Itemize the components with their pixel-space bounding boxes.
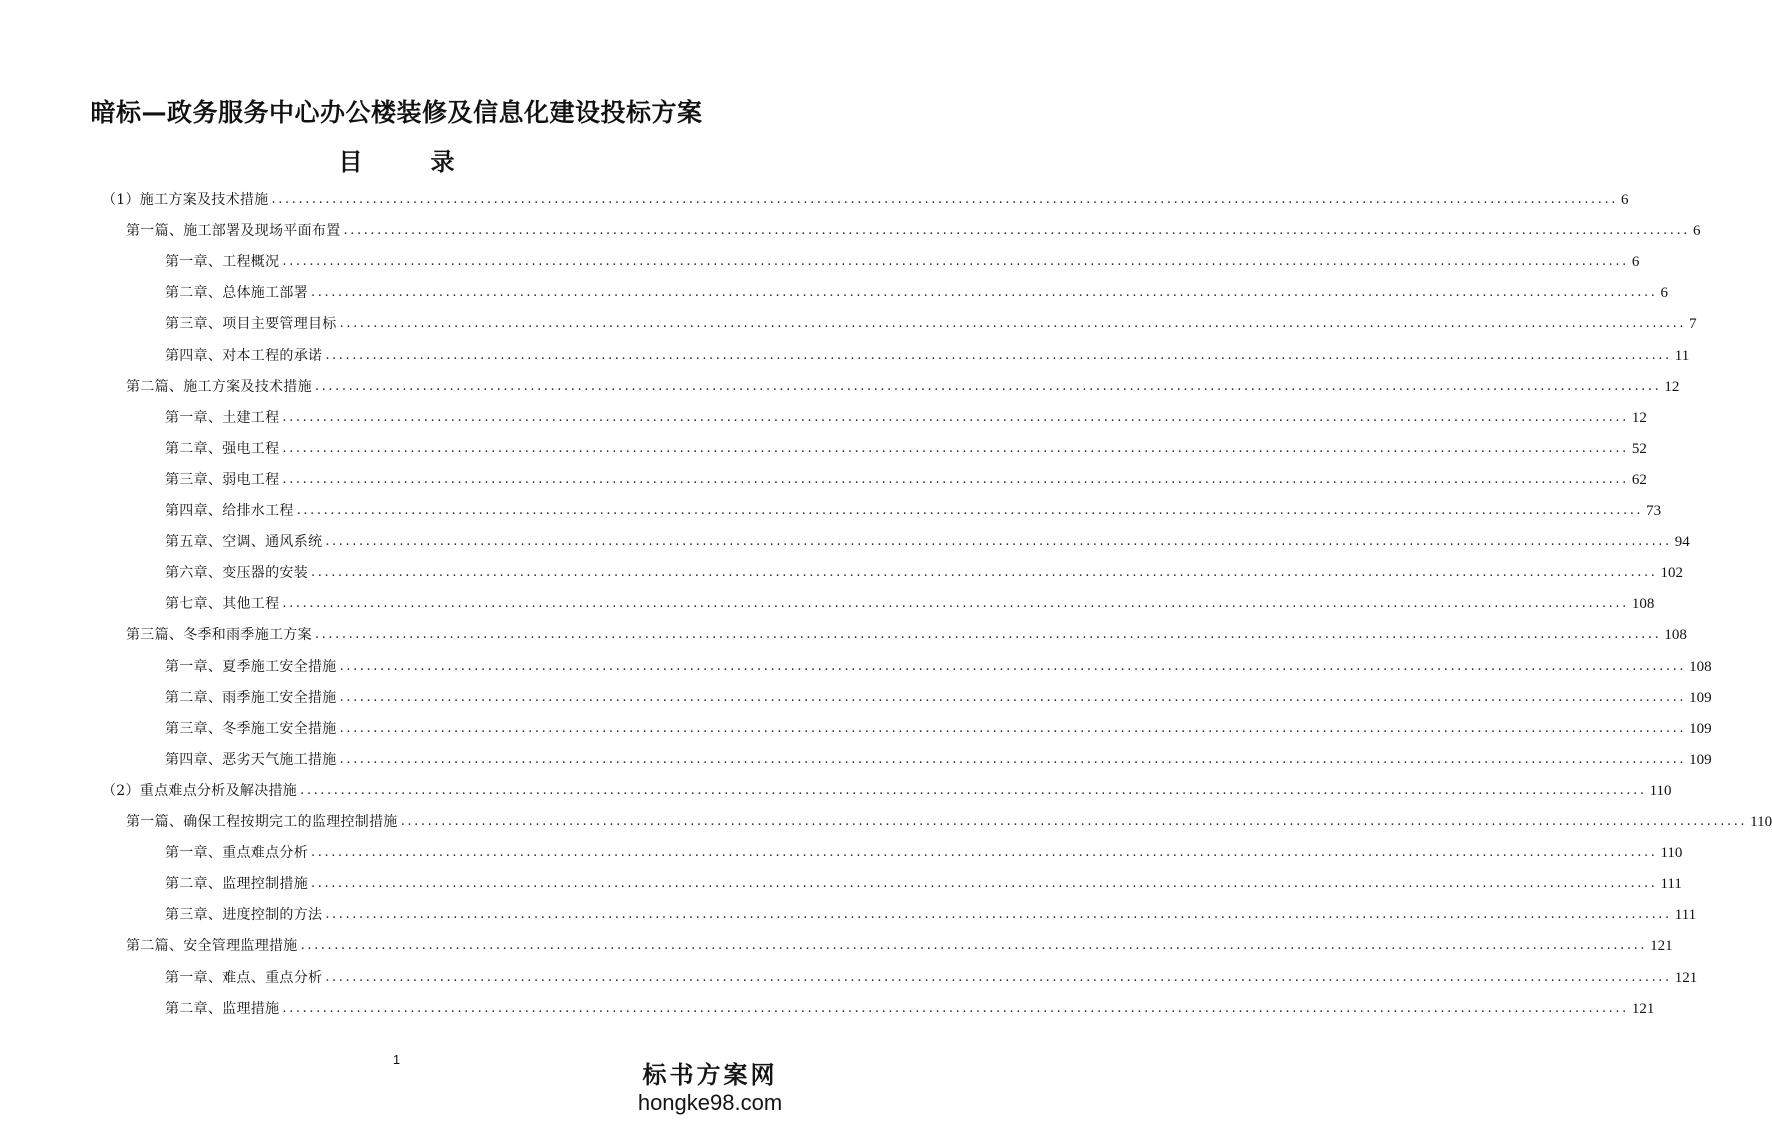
toc-dot-leader: ........................................................................................................................................................................................................ [339, 316, 1687, 331]
toc-dot-leader: ........................................................................................................................................................................................................ [325, 907, 1672, 922]
toc-entry[interactable] [165, 839, 1683, 863]
toc-entry-page: 111 [1674, 907, 1697, 923]
toc-dot-leader: ........................................................................................................................................................................................................ [339, 690, 1687, 705]
toc-entry[interactable] [165, 590, 1655, 614]
toc-dot-leader: ........................................................................................................................................................................................................ [282, 254, 1629, 269]
toc-entry[interactable] [165, 342, 1690, 366]
toc-entry-label: （2）重点难点分析及解决措施 [102, 783, 298, 799]
toc-dot-leader: ........................................................................................................................................................................................................ [300, 783, 1647, 798]
toc-entry[interactable] [102, 186, 1629, 210]
toc-entry[interactable] [165, 404, 1647, 428]
toc-entry-page: 109 [1689, 721, 1712, 737]
toc-dot-leader: ........................................................................................................................................................................................................ [282, 472, 1629, 487]
toc-entry-label: 第二篇、安全管理监理措施 [126, 938, 298, 954]
toc-dot-leader: ........................................................................................................................................................................................................ [325, 534, 1672, 549]
toc-entry[interactable] [165, 279, 1668, 303]
toc-entry-label: 第二章、监理控制措施 [165, 876, 308, 892]
toc-entry[interactable] [102, 777, 1672, 801]
toc-entry[interactable] [165, 497, 1662, 521]
toc-dot-leader: ........................................................................................................................................................................................................ [325, 970, 1672, 985]
toc-entry[interactable] [165, 248, 1640, 272]
toc-entry[interactable] [126, 932, 1673, 956]
toc-dot-leader: ........................................................................................................................................................................................................ [339, 659, 1687, 674]
toc-entry-label: 第五章、空调、通风系统 [165, 534, 323, 550]
toc-entry[interactable] [126, 373, 1680, 397]
toc-entry-page: 121 [1650, 938, 1673, 954]
toc-entry[interactable] [165, 466, 1647, 490]
toc-entry-page: 62 [1631, 472, 1647, 488]
toc-dot-leader: ........................................................................................................................................................................................................ [311, 845, 1658, 860]
toc-entry-label: 第二章、监理措施 [165, 1001, 280, 1017]
toc-entry[interactable] [126, 217, 1701, 241]
toc-heading: 目 录 [338, 148, 477, 176]
toc-entry[interactable] [165, 528, 1690, 552]
toc-entry-label: 第三章、进度控制的方法 [165, 907, 323, 923]
toc-entry-label: 第一章、夏季施工安全措施 [165, 659, 337, 675]
toc-dot-leader: ........................................................................................................................................................................................................ [339, 721, 1687, 736]
toc-dot-leader: ........................................................................................................................................................................................................ [311, 876, 1658, 891]
toc-dot-leader: ........................................................................................................................................................................................................ [325, 348, 1672, 363]
toc-entry[interactable] [165, 901, 1697, 925]
toc-entry-page: 94 [1674, 534, 1690, 550]
toc-entry[interactable] [126, 621, 1687, 645]
toc-entry-page: 12 [1631, 410, 1647, 426]
toc-entry-page: 121 [1674, 970, 1698, 986]
toc-dot-leader: ........................................................................................................................................................................................................ [300, 938, 1648, 953]
toc-dot-leader: ........................................................................................................................................................................................................ [296, 503, 1644, 518]
toc-entry[interactable] [165, 559, 1683, 583]
toc-entry-label: 第三章、项目主要管理目标 [165, 316, 337, 332]
toc-entry-page: 111 [1660, 876, 1682, 892]
toc-entry-label: 第二篇、施工方案及技术措施 [126, 379, 312, 395]
toc-entry-page: 108 [1631, 596, 1655, 612]
toc-dot-leader: ........................................................................................................................................................................................................ [282, 441, 1629, 456]
toc-dot-leader: ........................................................................................................................................................................................................ [343, 223, 1690, 238]
toc-entry-page: 52 [1631, 441, 1647, 457]
toc-entry[interactable] [165, 684, 1712, 708]
toc-entry[interactable] [165, 870, 1682, 894]
toc-entry-label: 第一篇、确保工程按期完工的监理控制措施 [126, 814, 398, 830]
toc-entry-page: 6 [1660, 285, 1668, 301]
toc-entry-label: 第一篇、施工部署及现场平面布置 [126, 223, 341, 239]
toc-entry-page: 110 [1660, 845, 1683, 861]
toc-dot-leader: ........................................................................................................................................................................................................ [314, 627, 1662, 642]
watermark-logo [635, 1060, 785, 1116]
toc-entry-page: 121 [1631, 1001, 1655, 1017]
toc-entry-page: 102 [1660, 565, 1683, 581]
page-number: 1 [392, 1052, 401, 1067]
toc-entry-page: 110 [1649, 783, 1672, 799]
toc-entry-label: 第一章、工程概况 [165, 254, 280, 270]
toc-dot-leader: ........................................................................................................................................................................................................ [311, 565, 1658, 580]
toc-dot-leader: ........................................................................................................................................................................................................ [282, 1001, 1629, 1016]
toc-entry[interactable] [165, 995, 1655, 1019]
toc-dot-leader: ........................................................................................................................................................................................................ [271, 192, 1618, 207]
toc-entry-label: 第三章、冬季施工安全措施 [165, 721, 337, 737]
toc-dot-leader: ........................................................................................................................................................................................................ [339, 752, 1687, 767]
toc-dot-leader: ........................................................................................................................................................................................................ [282, 410, 1629, 425]
toc-entry-label: 第四章、恶劣天气施工措施 [165, 752, 337, 768]
toc-entry-page: 108 [1689, 659, 1712, 675]
toc-entry-label: 第二章、雨季施工安全措施 [165, 690, 337, 706]
watermark-brand: 标书方案网 [642, 1061, 778, 1089]
toc-entry[interactable] [165, 310, 1697, 334]
toc-entry[interactable] [126, 808, 1772, 832]
toc-entry-page: 6 [1631, 254, 1640, 270]
document-title: 暗标—政务服务中心办公楼装修及信息化建设投标方案 [90, 98, 703, 127]
toc-entry-page: 73 [1646, 503, 1662, 519]
toc-entry-page: 110 [1750, 814, 1772, 830]
toc-entry-label: 第三篇、冬季和雨季施工方案 [126, 627, 312, 643]
toc-entry[interactable] [165, 435, 1647, 459]
toc-entry-page: 108 [1664, 627, 1687, 643]
toc-entry-label: 第一章、重点难点分析 [165, 845, 308, 861]
toc-entry-label: 第二章、强电工程 [165, 441, 280, 457]
toc-entry-page: 109 [1689, 690, 1712, 706]
toc-entry-page: 109 [1689, 752, 1712, 768]
toc-entry[interactable] [165, 964, 1698, 988]
toc-entry-label: 第一章、难点、重点分析 [165, 970, 323, 986]
toc-dot-leader: ........................................................................................................................................................................................................ [311, 285, 1658, 300]
toc-entry-label: 第四章、给排水工程 [165, 503, 294, 519]
toc-entry[interactable] [165, 715, 1712, 739]
toc-entry-page: 11 [1674, 348, 1690, 364]
toc-entry-label: 第二章、总体施工部署 [165, 285, 308, 301]
toc-entry-label: （1）施工方案及技术措施 [102, 192, 269, 208]
toc-entry-label: 第一章、土建工程 [165, 410, 280, 426]
watermark-url: hongke98.com [637, 1090, 783, 1115]
toc-entry[interactable] [165, 653, 1712, 677]
toc-entry-label: 第六章、变压器的安装 [165, 565, 308, 581]
toc-entry-label: 第七章、其他工程 [165, 596, 280, 612]
toc-entry-page: 6 [1692, 223, 1701, 239]
toc-entry-label: 第三章、弱电工程 [165, 472, 280, 488]
toc-entry[interactable] [165, 746, 1712, 770]
toc-dot-leader: ........................................................................................................................................................................................................ [400, 814, 1748, 829]
toc-entry-page: 12 [1664, 379, 1680, 395]
toc-dot-leader: ........................................................................................................................................................................................................ [282, 596, 1629, 611]
toc-entry-label: 第四章、对本工程的承诺 [165, 348, 323, 364]
toc-dot-leader: ........................................................................................................................................................................................................ [314, 379, 1662, 394]
toc-entry-page: 6 [1620, 192, 1629, 208]
toc-entry-page: 7 [1689, 316, 1697, 332]
